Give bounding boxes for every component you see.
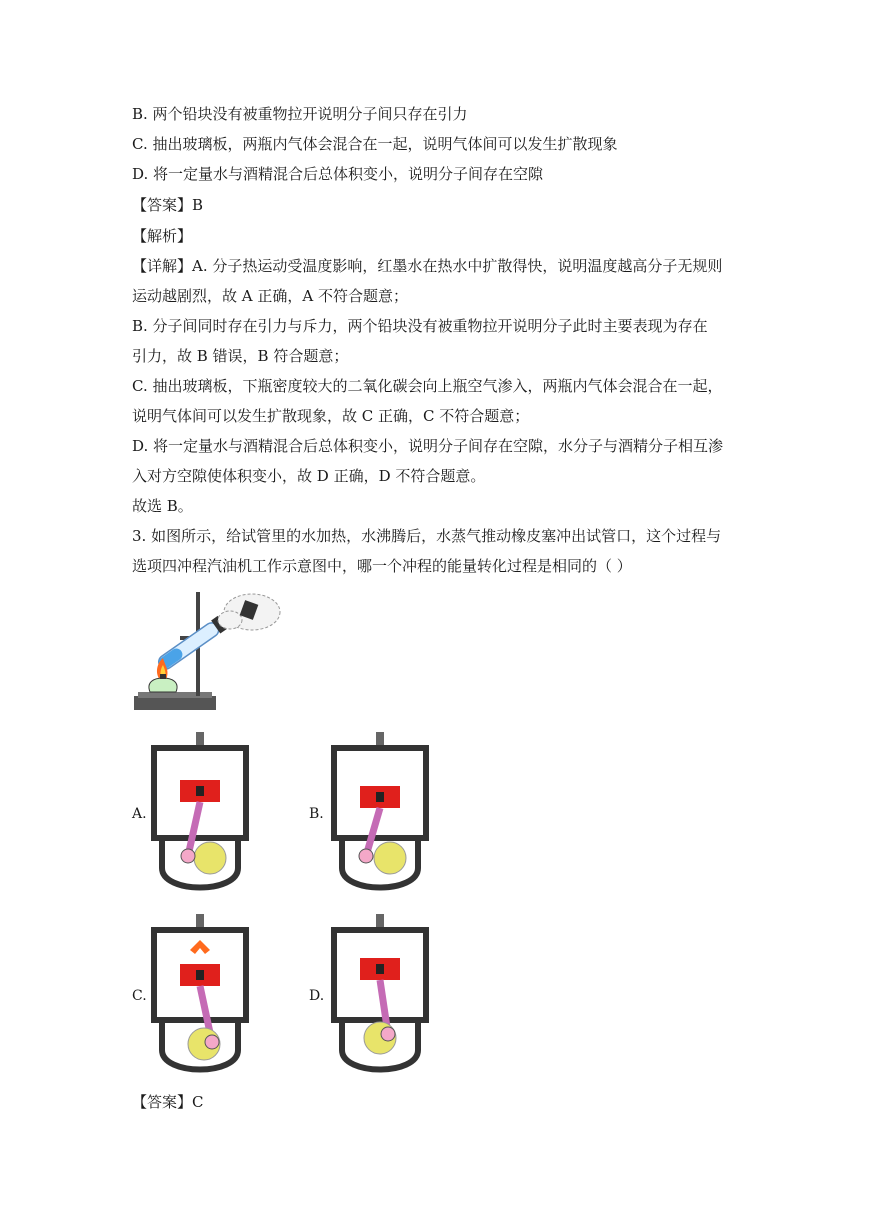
detail-line: B. 分子间同时存在引力与斥力，两个铅块没有被重物拉开说明分子此时主要表现为存在: [132, 317, 708, 335]
option-b-prev: B. 两个铅块没有被重物拉开说明分子间只存在引力: [132, 105, 468, 123]
engine-d-diagram: [330, 910, 430, 1080]
answer-2: 【答案】B: [132, 196, 204, 214]
option-d-label: D.: [309, 988, 325, 1004]
detail-line: 运动越剧烈，故 A 正确，A 不符合题意；: [132, 287, 408, 305]
detail-line: D. 将一定量水与酒精混合后总体积变小，说明分子间存在空隙，水分子与酒精分子相互渗: [132, 437, 724, 455]
analysis-label: 【解析】: [132, 227, 193, 245]
engine-a-diagram: [150, 728, 250, 898]
engine-b-diagram: [330, 728, 430, 898]
conclusion-line: 故选 B。: [132, 497, 193, 515]
detail-line: C. 抽出玻璃板，下瓶密度较大的二氧化碳会向上瓶空气渗入，两瓶内气体会混合在一起，: [132, 377, 723, 395]
option-d-prev: D. 将一定量水与酒精混合后总体积变小，说明分子间存在空隙: [132, 165, 544, 183]
question-3-line: 3. 如图所示，给试管里的水加热，水沸腾后，水蒸气推动橡皮塞冲出试管口，这个过程与: [132, 527, 722, 545]
option-c-label: C.: [132, 988, 147, 1004]
test-tube-figure: [130, 588, 290, 716]
question-3-line: 选项四冲程汽油机工作示意图中，哪一个冲程的能量转化过程是相同的（ ）: [132, 557, 632, 575]
detail-line: 【详解】A. 分子热运动受温度影响，红墨水在热水中扩散得快，说明温度越高分子无规则: [132, 257, 723, 275]
answer-3: 【答案】C: [132, 1093, 204, 1111]
option-a-label: A.: [132, 806, 147, 822]
detail-line: 说明气体间可以发生扩散现象，故 C 正确，C 不符合题意；: [132, 407, 530, 425]
engine-c-diagram: [150, 910, 250, 1080]
option-c-prev: C. 抽出玻璃板，两瓶内气体会混合在一起，说明气体间可以发生扩散现象: [132, 135, 618, 153]
detail-line: 入对方空隙使体积变小，故 D 正确，D 不符合题意。: [132, 467, 486, 485]
detail-line: 引力，故 B 错误，B 符合题意；: [132, 347, 349, 365]
option-b-label: B.: [309, 806, 324, 822]
